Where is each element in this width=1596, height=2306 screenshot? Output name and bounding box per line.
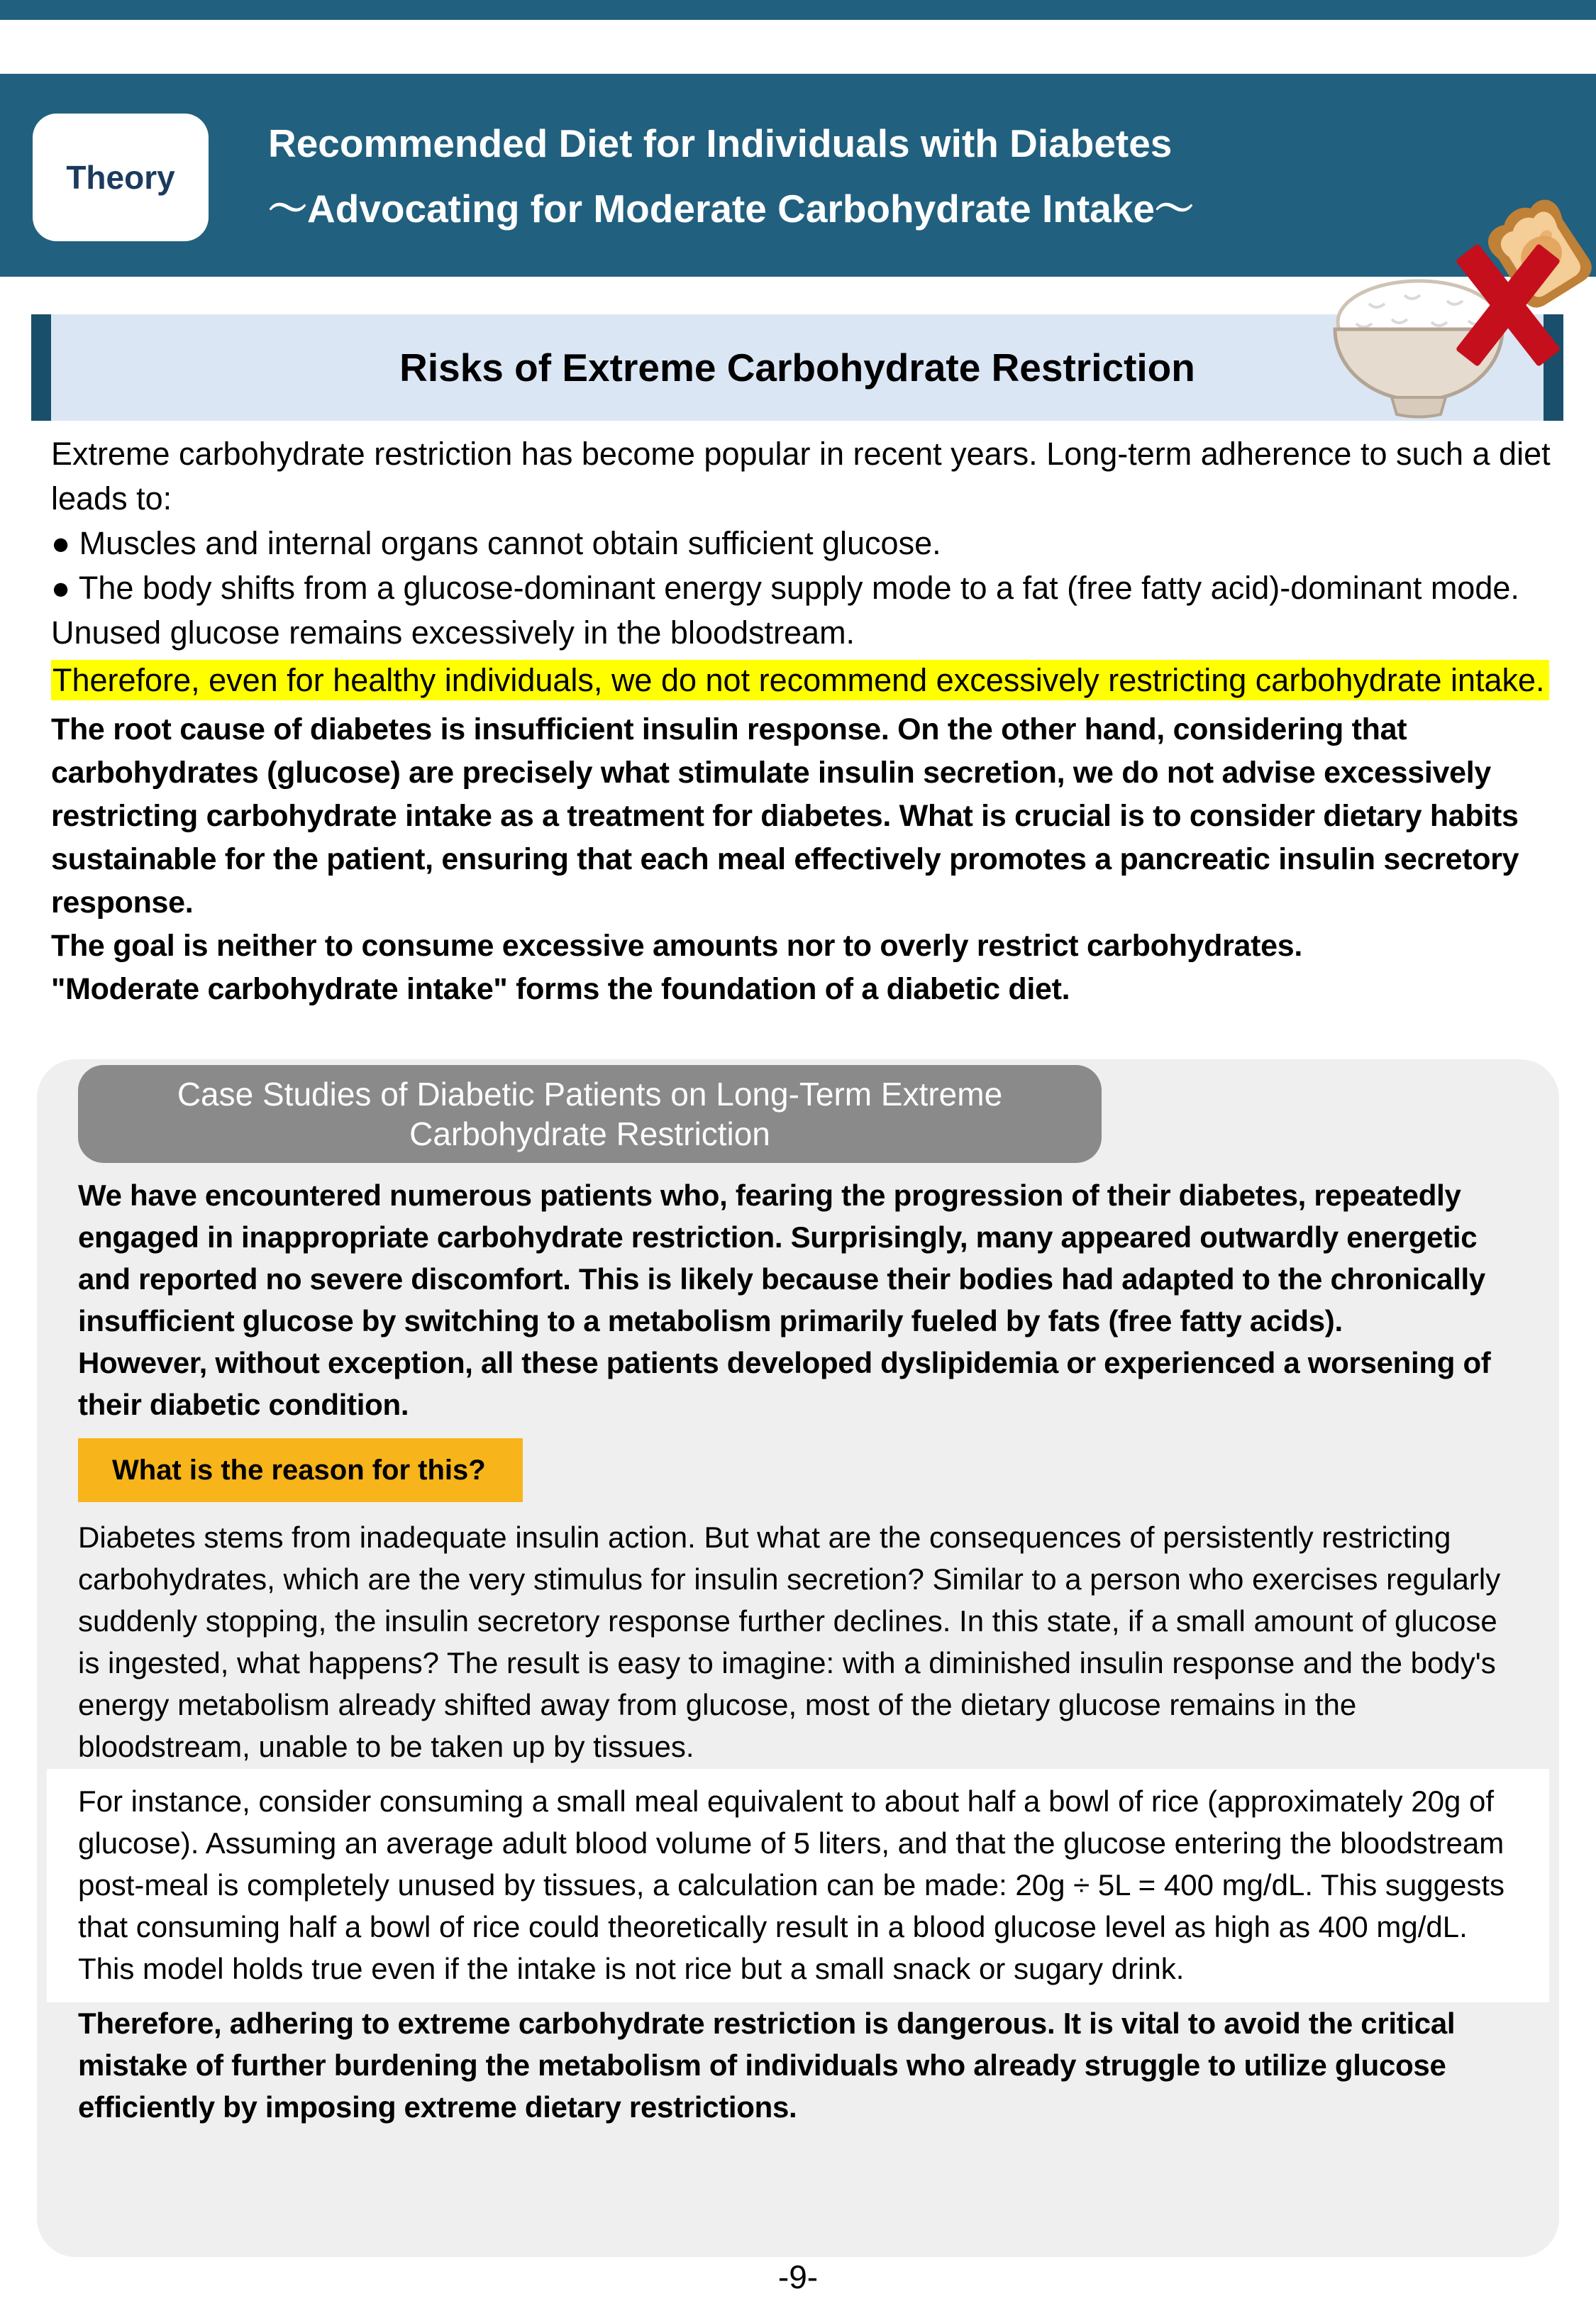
case-paragraph-2: However, without exception, all these patients developed dyslipidemia or experienced a worsening of their diabetic condition.	[78, 1346, 1491, 1421]
page-number: -9-	[777, 2258, 819, 2295]
top-accent-strip	[0, 0, 1596, 20]
highlight-text: Therefore, even for healthy individuals, we do not recommend excessively restricting carbohydrate intake.	[51, 660, 1549, 700]
theory-badge-label: Theory	[66, 159, 175, 196]
example-box	[47, 1769, 1549, 2002]
theory-badge	[33, 114, 209, 241]
page-title-line2: ～Advocating for Moderate Carbohydrate Intake～	[268, 187, 1194, 231]
case-paragraph-1: We have encountered numerous patients who, fearing the progression of their diabetes, repeatedly engaged in inappropriate carbohydrate restriction. Surprisingly, many appeared outwardly energetic and reported no severe discomfort. This is likely because their bodies had adapted to the chronically insufficient glucose by switching to a metabolism primarily fueled by fats (free fatty acids).	[78, 1179, 1485, 1337]
key-message-para3: "Moderate carbohydrate intake" forms the foundation of a diabetic diet.	[51, 972, 1070, 1006]
highlighted-note	[51, 658, 1555, 702]
prohibited-carbs-illustration	[1312, 190, 1596, 424]
case-studies-title: Case Studies of Diabetic Patients on Long-Term Extreme Carbohydrate Restriction	[78, 1065, 1102, 1163]
page-title-line1: Recommended Diet for Individuals with Diabetes	[268, 121, 1173, 165]
example-box-text: For instance, consider consuming a small meal equivalent to about half a bowl of rice (approximately 20g of glucose). Assuming an average adult blood volume of 5 liters, and that the glucose entering the bloodstream post-meal is completely unused by tissues, a calculation can be made: 20g ÷ 5L = 400 mg/dL. This suggests that consuming half a bowl of rice could theoretically result in a blood glucose level as high as 400 mg/dL. This model holds true even if the intake is not rice but a small snack or sugary drink.	[78, 1784, 1505, 1985]
key-message	[51, 708, 1555, 1011]
conclusion-paragraph: Therefore, adhering to extreme carbohydrate restriction is dangerous. It is vital to avoid the critical mistake of further burdening the metabolism of individuals who already struggle to utilize glucose efficiently by imposing extreme dietary restrictions.	[78, 2007, 1456, 2124]
intro-bullet-1: ● Muscles and internal organs cannot obtain sufficient glucose.	[51, 525, 941, 561]
key-message-para1: The root cause of diabetes is insufficient insulin response. On the other hand, considering that carbohydrates (glucose) are precisely what stimulate insulin secretion, we do not advise excessively restricting carbohydrate intake as a treatment for diabetes. What is crucial is to consider dietary habits sustainable for the patient, ensuring that each meal effectively promotes a pancreatic insulin secretory response.	[51, 712, 1519, 920]
intro-bullet-2: ● The body shifts from a glucose-dominant energy supply mode to a fat (free fatty acid)-dominant mode. Unused glucose remains excessively in the bloodstream.	[51, 570, 1519, 651]
question-label: What is the reason for this?	[78, 1438, 523, 1502]
case-studies-panel	[37, 1059, 1559, 2257]
case-paragraph-3: Diabetes stems from inadequate insulin action. But what are the consequences of persistently restricting carbohydrates, which are the very stimulus for insulin secretion? Similar to a person who exercises regularly suddenly stopping, the insulin secretory response further declines. In this state, if a small amount of glucose is ingested, what happens? The result is easy to imagine: with a diminished insulin response and the body's energy metabolism already shifted away from glucose, most of the dietary glucose remains in the bloodstream, unable to be taken up by tissues.	[78, 1521, 1501, 1763]
page-title	[268, 111, 1194, 241]
intro-paragraph: Extreme carbohydrate restriction has become popular in recent years. Long-term adherence to such a diet leads to:	[51, 436, 1551, 517]
intro-section	[51, 431, 1555, 1011]
key-message-para2: The goal is neither to consume excessive amounts nor to overly restrict carbohydrates.	[51, 929, 1303, 963]
section-banner-title: Risks of Extreme Carbohydrate Restriction	[399, 346, 1195, 390]
